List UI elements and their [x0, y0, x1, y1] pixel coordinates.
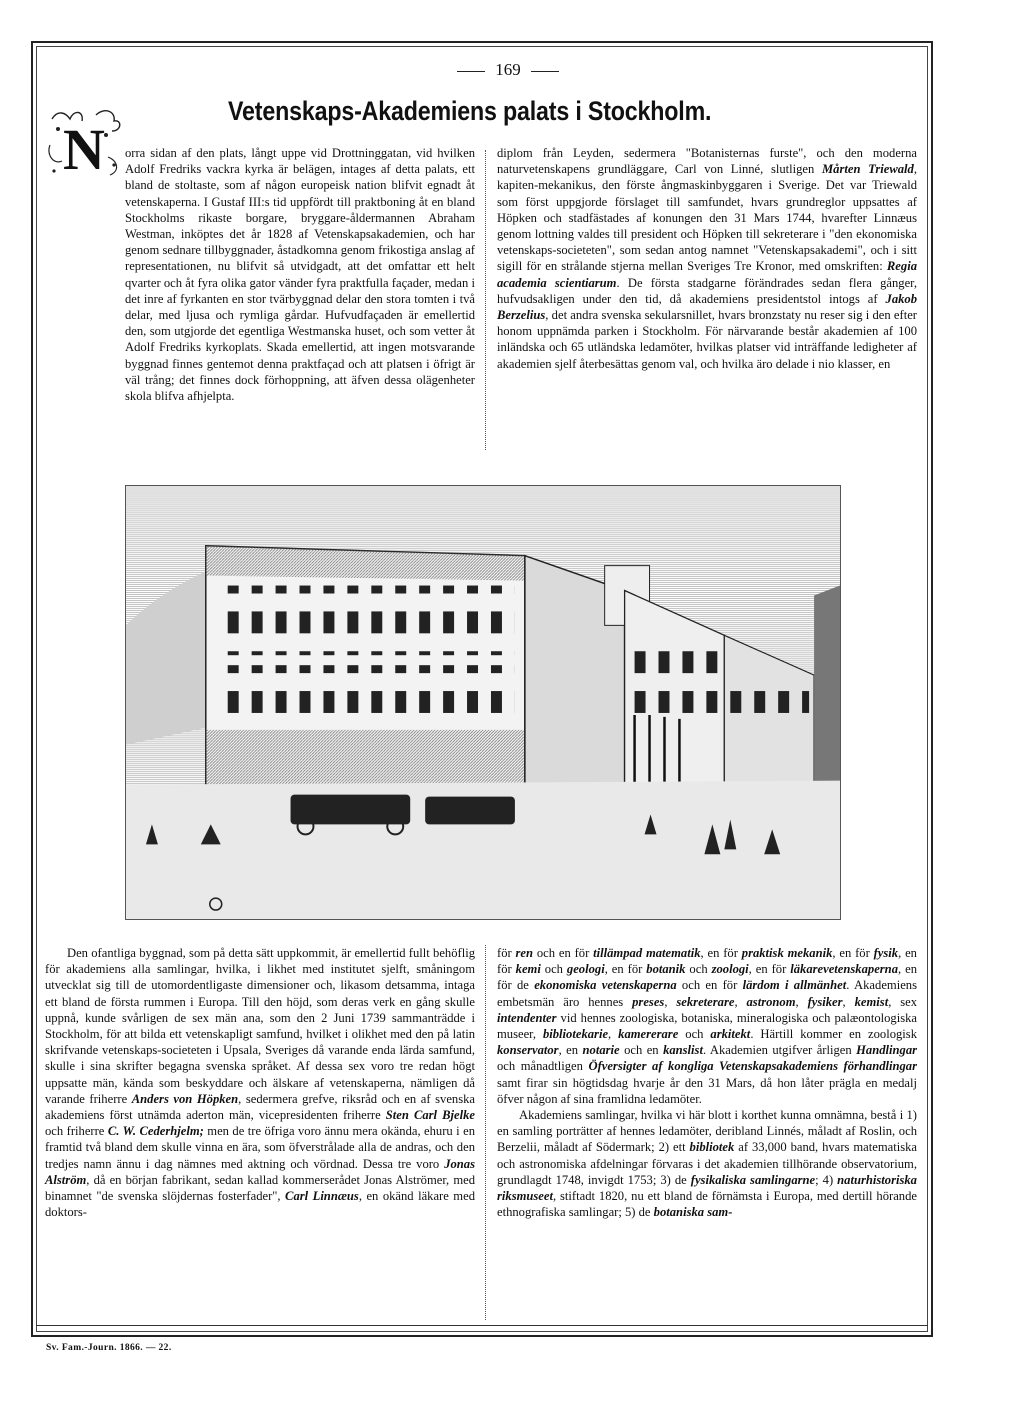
intro-column-left — [45, 145, 475, 404]
dropcap-letter: N — [63, 117, 105, 182]
intro-column-right — [497, 145, 917, 372]
article-title: Vetenskaps-Akademiens palats i Stockholm. — [228, 96, 712, 126]
column-divider-bottom — [485, 945, 486, 1320]
bottom-rule — [36, 1325, 928, 1326]
academy-palace-engraving — [125, 485, 841, 920]
body-paragraph-1: Den ofantliga byggnad, som på detta sätt uppkommit, är emellertid fullt behöflig för akademiens alla samlingar, hvilka, i likhet med institutet sjelft, småningom utvecklat sig till de utomordentligaste dimensioner och, likasom detsamma, intaga ett bland de första rummen i Europa. Till den höjd, som deras verk en gång skulle uppnå, kunde svårligen de sex män ana, som den 2 Juni 1739 sammanträdde i Stockholm, för att bilda ett vetenskapligt samfund, hvilket i olikhet med den på latin skrifvande vetenskaps-societeten i Upsala, Sveriges då varande enda lärda samfund, skulle i sina skrifter begagna svenska språket. Af dessa sex voro tre redan högt uppsatte män, kända som beskyddare och älskare af vetenskaperna, nämligen då varande friherre Anders von Höpken, sedermera grefve, riksråd och en af svenska akademiens först utnämda aderton män, vicepresidenten friherre Sten Carl Bjelke och friherre C. W. Cederhjelm; men de tre öfriga voro ännu mera okända, ehuru i en framtid två bland dem skulle vinna en ära, som öfverstrålade alla de andras, och den tredjes namn ännu i dag nämnes med aktning och vördnad. Dessa tre voro Jonas Alström, då en början fabrikant, sedan kallad kommerserådet Jonas Alströmer, med binamnet "de svenska slöjdernas fosterfader", Carl Linnæus, en okänd läkare med doktors- — [45, 946, 476, 1220]
body-column-right — [497, 945, 917, 1220]
body-column-left — [45, 945, 475, 1220]
intro-paragraph: orra sidan af den plats, långt uppe vid Drottninggatan, vid hvilken Adolf Fredriks vackra kyrka är belägen, intages af detta palats, ett bland de stoltaste, som af någon europeisk nation blifvit egnadt åt vetenskaperna. I Gustaf III:s tid uppfördt till praktboning åt en bland Stockholms rikaste borgare, bryggare-åldermannen Abraham Westman, inköptes det år 1828 af Vetenskapsakademien, och har genom sednare tillbyggnader, åstadkomna genom frikostiga anslag af representationen, nu blifvit så utvidgadt, att det omfattar ett helt qvarter och åt fyra olika gator vänder fyra praktfulla façader, medan i det inre af fyrkanten en stor tvärbyggnad delar den stora tomten i två delar, med ljusa och rymliga gårdar. Hufvudfaçaden är emellertid den, som utgjorde det egentliga Westmanska huset, och som vetter åt Adolf Fredriks kyrkoplats. Skada emellertid, att ingen motsvarande byggnad finnes gentemot denna praktfaçad och att platsen i öfrigt är väl trång; det finnes dock förhoppning, att äfven dessa olägenheter skola blifva afhjelpta. — [125, 146, 475, 404]
history-paragraph: diplom från Leyden, sedermera "Botanisternas furste", och den moderna naturvetenskapens grundläggare, Carl von Linné, slutligen Mårten Triewald, kapiten-mekanikus, den förste ångmaskinbyggaren i Sverige. Det var Triewald som först uppgjorde förslaget till samfundet, hvars grundreglor uppsattes af Höpken och stadfästades af konungen den 31 Mars 1744, hvarefter Linnæus genom lottning valdes till president och Höpken till sekreterare i "den ekonomiska vetenskaps-societeten", som sedan antog namnet "Vetenskapsakademi", och i sitt sigill för en strålande stjerna mellan Sveriges Tre Kronor, med omskriften: Regia academia scientiarum. De första stadgarne förändrades sedan flera gånger, hufvudsakligen under den tid, då akademiens presidentstol intogs af Jakob Berzelius, det andra svenska sekularsnillet, hvars bronzstaty nu reser sig i den efter honom uppnämda parken i Stockholm. För närvarande består akademien af 100 inländska och 65 utländska ledamöter, hvilkas platser vid inträffande ledigheter af akademien sjelf återbesättas genom val, och hvilka äro delade i nio klasser, en — [497, 146, 917, 371]
classes-paragraph: för ren och en för tillämpad matematik, en för praktisk mekanik, en för fysik, en för kemi och geologi, en för botanik och zoologi, en för läkarevetenskaperna, en för de ekonomiska vetenskaperna och en för lärdom i allmänhet. Akademiens embetsmän äro hennes preses, sekreterare, astronom, fysiker, kemist, sex intendenter vid hennes zoologiska, botaniska, mineralogiska och palæontologiska museer, bibliotekarie, kamererare och arkitekt. Härtill kommer en zoologisk konservator, en notarie och en kanslist. Akademien utgifver årligen Handlingar och månadtligen Öfversigter af kongliga Vetenskapsakademiens förhandlingar samt firar sin högtidsdag hvarje år den 31 Mars, då hon låter prägla en medalj öfver någon af sina framlidna ledamöter. — [497, 946, 918, 1106]
page-number: 169 — [0, 60, 1016, 80]
journal-footer: Sv. Fam.-Journ. 1866. — 22. — [46, 1343, 172, 1353]
column-divider-top — [485, 150, 486, 450]
collections-paragraph: Akademiens samlingar, hvilka vi här blott i korthet kunna omnämna, bestå i 1) en samling porträtter af hennes ledamöter, deribland Linnés, måladt af Roslin, och Berzelii, måladt af Södermark; 2) ett bibliotek af 33,000 band, hvars matematiska och astronomiska afdelningar förvaras i det akademien tillhörande observatorium, grundlagdt 1748, invigdt 1753; 3) de fysikaliska samlingarne; 4) naturhistoriska riksmuseet, stiftadt 1820, nu ett bland de förnämsta i Europa, med dertill hörande ethnografiska samlingar; 5) de botaniska sam- — [497, 1108, 917, 1220]
